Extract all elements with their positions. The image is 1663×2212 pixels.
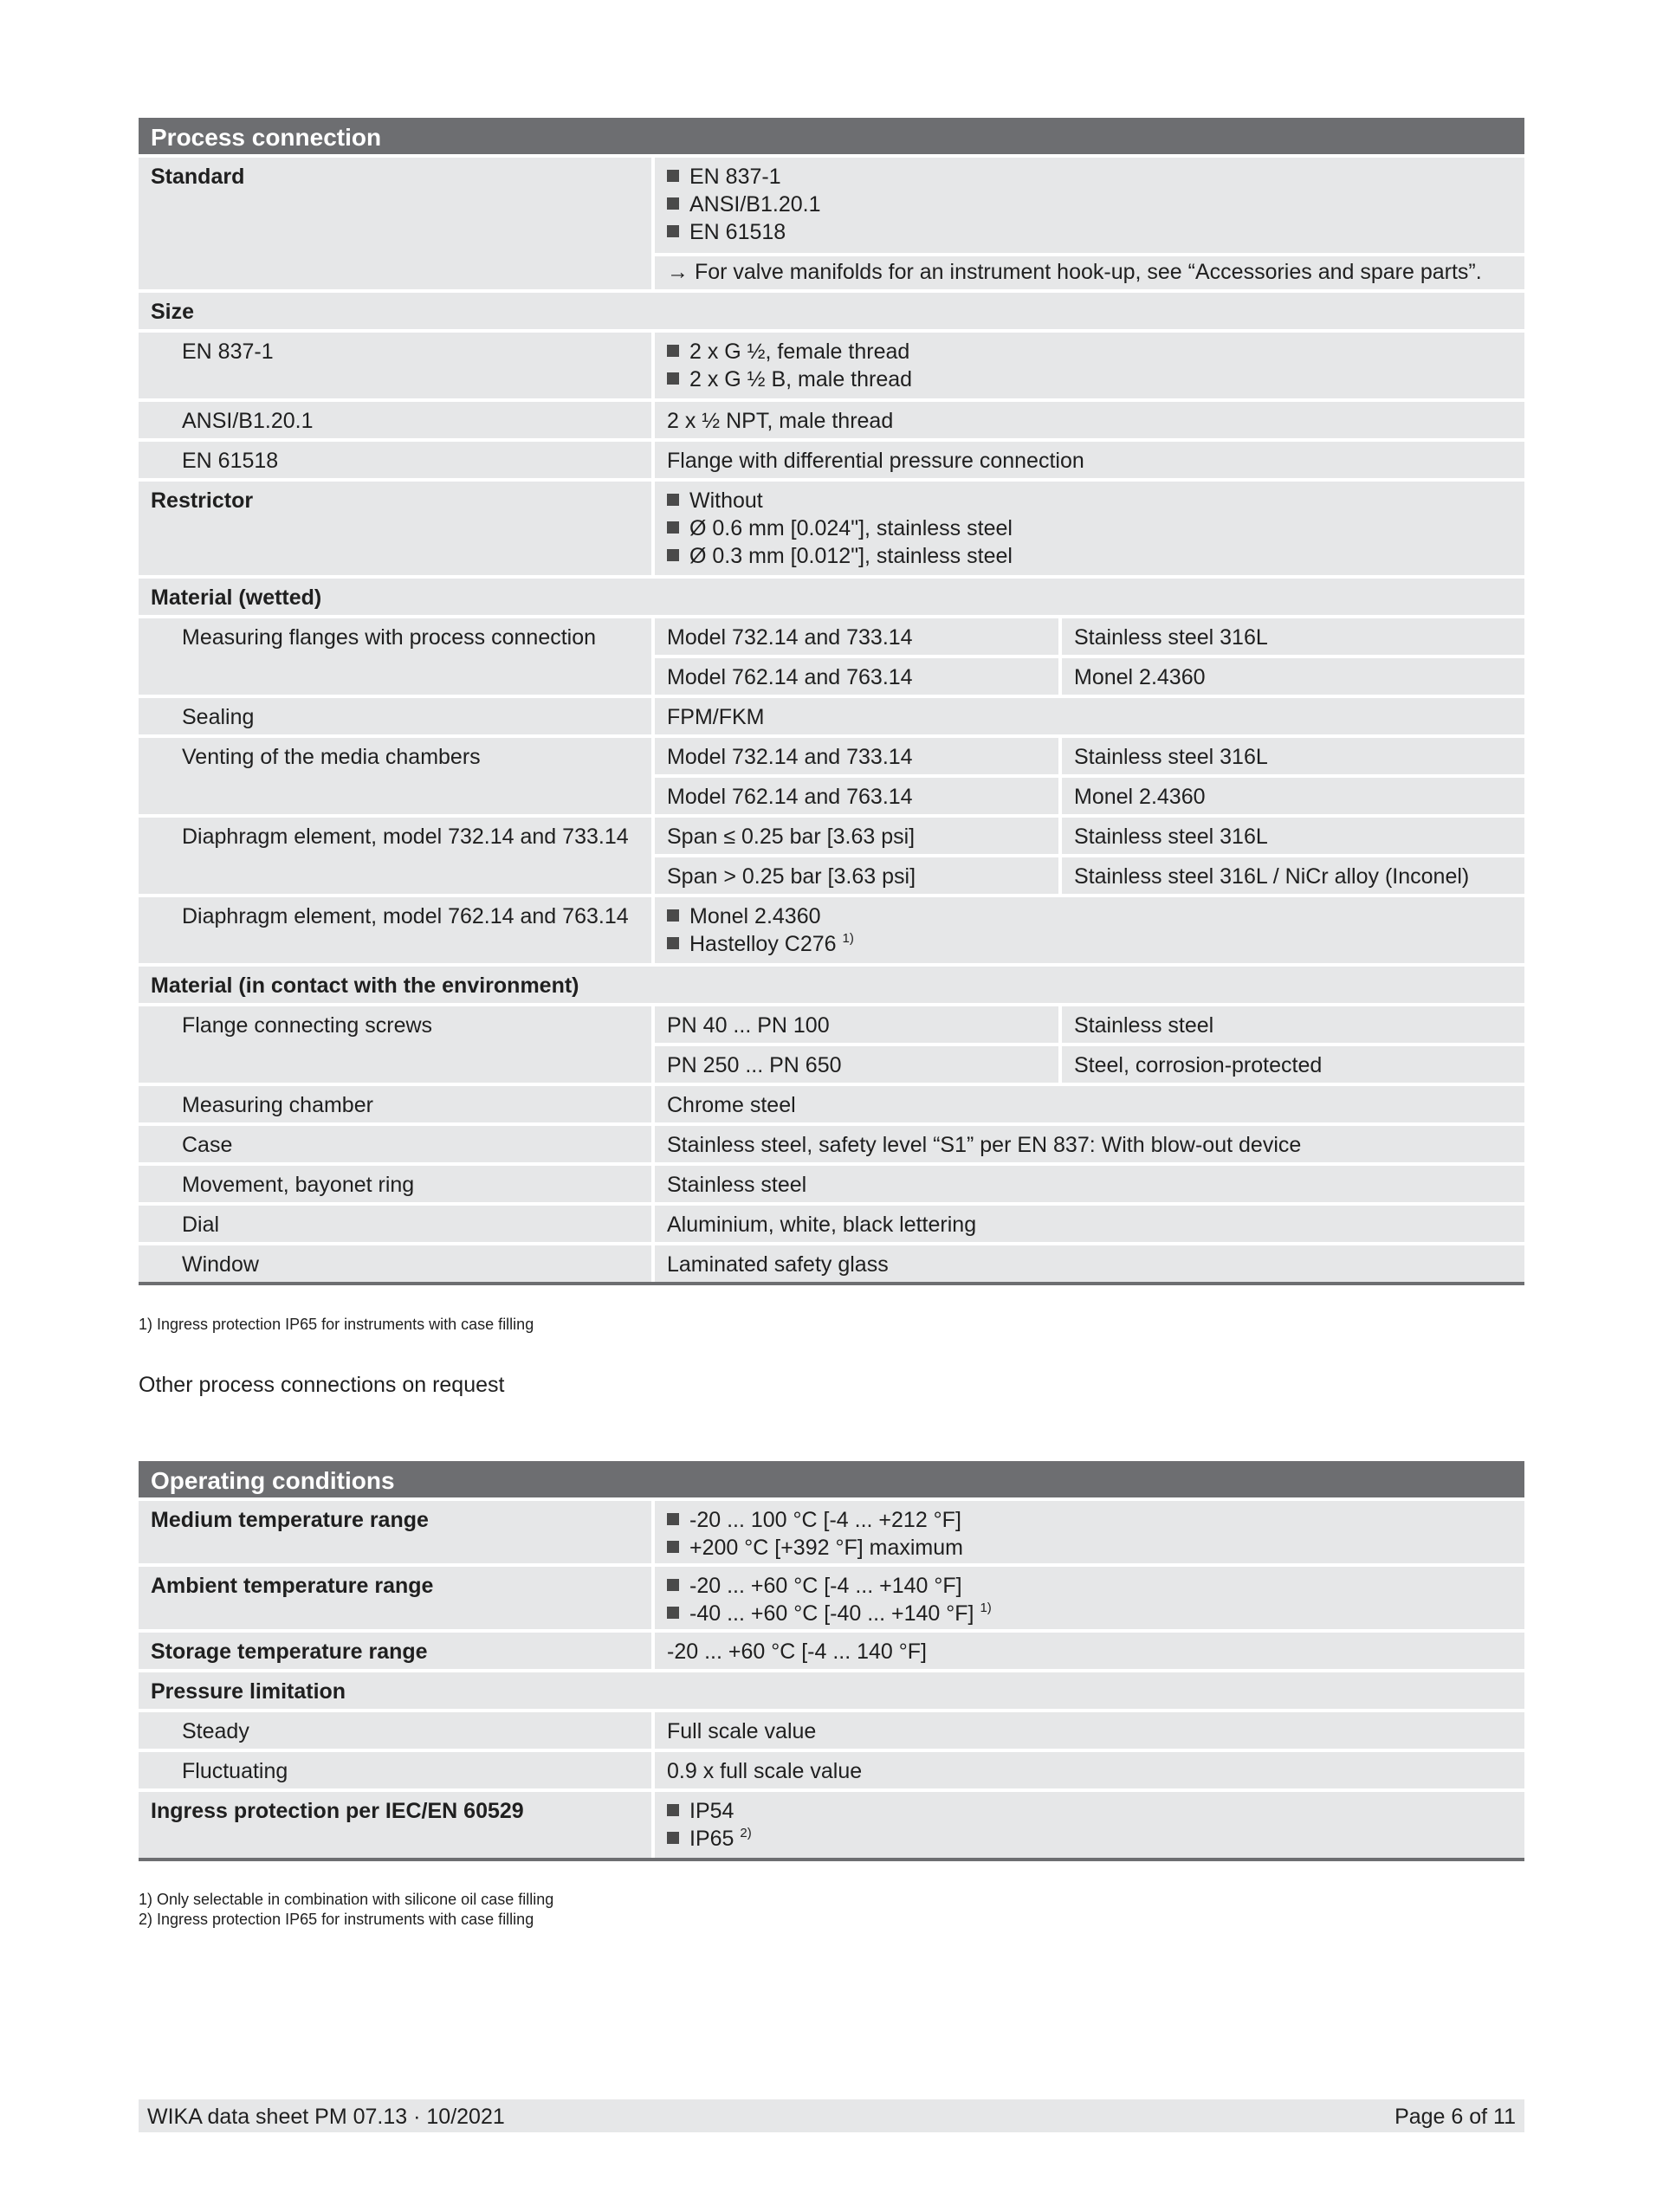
row-value: Stainless steel, safety level “S1” per EN 837: With blow-out device <box>655 1126 1524 1162</box>
list-item: Hastelloy C276 $^{1)}$ <box>667 930 1512 958</box>
material-cell: Stainless steel 316L / NiCr alloy (Inconel) <box>1062 857 1524 894</box>
row-group-label: Material (wetted) <box>139 579 1524 615</box>
page-number: Page 6 of 11 <box>1394 2105 1516 2129</box>
table-row <box>139 1126 1524 1162</box>
bullet-square-icon <box>667 1804 679 1816</box>
row-label: Ambient temperature range <box>139 1567 651 1629</box>
table-row <box>139 1006 1524 1083</box>
table-row <box>139 158 1524 289</box>
table-row <box>139 402 1524 438</box>
list-item: Ø 0.3 mm [0.012"], stainless steel <box>667 542 1512 570</box>
bullet-square-icon <box>667 909 679 922</box>
list-item: +200 °C [+392 °F] maximum <box>667 1534 1512 1562</box>
other-connections-text: Other process connections on request <box>139 1373 505 1397</box>
row-label: Flange connecting screws <box>139 1006 651 1083</box>
list-item: IP65 $^{2)}$ <box>667 1825 1512 1853</box>
model-cell: Model 762.14 and 763.14 <box>655 658 1058 695</box>
table-row <box>139 1567 1524 1629</box>
row-value: Stainless steel <box>655 1166 1524 1202</box>
row-value: Full scale value <box>655 1712 1524 1749</box>
row-label: Measuring flanges with process connection <box>139 618 651 695</box>
row-label: ANSI/B1.20.1 <box>139 402 651 438</box>
bullet-square-icon <box>667 937 679 949</box>
table-row <box>139 579 1524 615</box>
list-item: Without <box>667 487 1512 514</box>
bullet-square-icon <box>667 1607 679 1619</box>
row-label: Venting of the media chambers <box>139 738 651 814</box>
table-row <box>139 1672 1524 1709</box>
table-row <box>139 1792 1524 1858</box>
table-row <box>139 293 1524 329</box>
footnote-ref: 1) <box>842 931 854 946</box>
table-row <box>139 1206 1524 1242</box>
pn-cell: PN 250 ... PN 650 <box>655 1046 1058 1083</box>
bullet-square-icon <box>667 521 679 534</box>
model-cell: Model 732.14 and 733.14 <box>655 738 1058 774</box>
ingress-list <box>655 1792 1524 1858</box>
material-cell: Steel, corrosion-protected <box>1062 1046 1524 1083</box>
footnote: 1) Only selectable in combination with silicone oil case filling <box>139 1891 554 1908</box>
bullet-square-icon <box>667 549 679 561</box>
medium-temp-list <box>655 1501 1524 1563</box>
span-cell: Span > 0.25 bar [3.63 psi] <box>655 857 1058 894</box>
row-label: Standard <box>139 158 651 289</box>
material-cell: Stainless steel 316L <box>1062 738 1524 774</box>
bullet-square-icon <box>667 345 679 357</box>
bullet-square-icon <box>667 1579 679 1591</box>
bullet-square-icon <box>667 197 679 210</box>
size-en837-list <box>655 333 1524 398</box>
row-label: Case <box>139 1126 651 1162</box>
list-item: Monel 2.4360 <box>667 902 1512 930</box>
row-value: 2 x ½ NPT, male thread <box>655 402 1524 438</box>
pn-cell: PN 40 ... PN 100 <box>655 1006 1058 1043</box>
ambient-temp-list <box>655 1567 1524 1629</box>
standard-list <box>655 158 1524 253</box>
row-label: Restrictor <box>139 482 651 575</box>
row-value: 0.9 x full scale value <box>655 1752 1524 1788</box>
row-label: Window <box>139 1245 651 1282</box>
list-item: -40 ... +60 °C [-40 ... +140 °F] $^{1)}$ <box>667 1600 1512 1627</box>
row-label: Diaphragm element, model 762.14 and 763.14 <box>139 897 651 963</box>
table-row <box>139 1633 1524 1669</box>
row-value: Laminated safety glass <box>655 1245 1524 1282</box>
diaphragm-762-list <box>655 897 1524 963</box>
row-label: Sealing <box>139 698 651 734</box>
datasheet-reference: WIKA data sheet PM 07.13 · 10/2021 <box>147 2105 505 2129</box>
table-row <box>139 1245 1524 1282</box>
row-label: Diaphragm element, model 732.14 and 733.14 <box>139 818 651 894</box>
list-item: EN 61518 <box>667 218 1512 246</box>
standard-note: → For valve manifolds for an instrument hook-up, see “Accessories and spare parts”. <box>655 256 1524 289</box>
table-row <box>139 618 1524 695</box>
table-row <box>139 1086 1524 1122</box>
row-group-label: Size <box>139 293 1524 329</box>
bullet-square-icon <box>667 1832 679 1844</box>
material-cell: Stainless steel 316L <box>1062 618 1524 655</box>
table-row <box>139 1712 1524 1749</box>
page-footer <box>139 2099 1524 2132</box>
footnote: 1) Ingress protection IP65 for instruments with case filling <box>139 1316 534 1333</box>
bullet-square-icon <box>667 1541 679 1553</box>
row-label: Measuring chamber <box>139 1086 651 1122</box>
list-item: Ø 0.6 mm [0.024"], stainless steel <box>667 514 1512 542</box>
row-label: Steady <box>139 1712 651 1749</box>
row-value: Chrome steel <box>655 1086 1524 1122</box>
row-label: Ingress protection per IEC/EN 60529 <box>139 1792 651 1858</box>
row-value: -20 ... +60 °C [-4 ... 140 °F] <box>655 1633 1524 1669</box>
table-row <box>139 738 1524 814</box>
table-row <box>139 482 1524 575</box>
row-label: EN 837-1 <box>139 333 651 398</box>
table-row <box>139 818 1524 894</box>
material-cell: Monel 2.4360 <box>1062 778 1524 814</box>
model-cell: Model 732.14 and 733.14 <box>655 618 1058 655</box>
material-cell: Stainless steel 316L <box>1062 818 1524 854</box>
restrictor-list <box>655 482 1524 575</box>
bullet-square-icon <box>667 494 679 506</box>
table-row <box>139 1752 1524 1788</box>
bullet-square-icon <box>667 225 679 237</box>
row-label: Movement, bayonet ring <box>139 1166 651 1202</box>
row-group-label: Pressure limitation <box>139 1672 1524 1709</box>
span-cell: Span ≤ 0.25 bar [3.63 psi] <box>655 818 1058 854</box>
material-cell: Monel 2.4360 <box>1062 658 1524 695</box>
table-row <box>139 1166 1524 1202</box>
table-bottom-rule <box>139 1858 1524 1861</box>
row-label: EN 61518 <box>139 442 651 478</box>
section-title: Operating conditions <box>139 1461 1524 1497</box>
bullet-square-icon <box>667 372 679 385</box>
list-item: -20 ... 100 °C [-4 ... +212 °F] <box>667 1506 1512 1534</box>
table-row <box>139 333 1524 398</box>
list-item: ANSI/B1.20.1 <box>667 191 1512 218</box>
row-label: Fluctuating <box>139 1752 651 1788</box>
list-item: -20 ... +60 °C [-4 ... +140 °F] <box>667 1572 1512 1600</box>
footnote: 2) Ingress protection IP65 for instruments with case filling <box>139 1911 534 1928</box>
table-row <box>139 698 1524 734</box>
row-label: Dial <box>139 1206 651 1242</box>
list-item: 2 x G ½, female thread <box>667 338 1512 365</box>
list-item: 2 x G ½ B, male thread <box>667 365 1512 393</box>
list-item: EN 837-1 <box>667 163 1512 191</box>
row-label: Storage temperature range <box>139 1633 651 1669</box>
model-cell: Model 762.14 and 763.14 <box>655 778 1058 814</box>
table-bottom-rule <box>139 1282 1524 1285</box>
table-row <box>139 442 1524 478</box>
row-value: FPM/FKM <box>655 698 1524 734</box>
footnote-ref: 1) <box>980 1601 992 1615</box>
bullet-square-icon <box>667 1513 679 1525</box>
process-connection-table <box>139 118 1524 1285</box>
row-label: Medium temperature range <box>139 1501 651 1563</box>
table-row <box>139 1501 1524 1563</box>
operating-conditions-table <box>139 1461 1524 1861</box>
section-title: Process connection <box>139 118 1524 154</box>
row-value: Flange with differential pressure connection <box>655 442 1524 478</box>
row-value: Aluminium, white, black lettering <box>655 1206 1524 1242</box>
list-item: IP54 <box>667 1797 1512 1825</box>
table-row <box>139 897 1524 963</box>
material-cell: Stainless steel <box>1062 1006 1524 1043</box>
bullet-square-icon <box>667 170 679 182</box>
row-group-label: Material (in contact with the environment) <box>139 967 1524 1003</box>
footnote-ref: 2) <box>740 1826 752 1840</box>
table-row <box>139 967 1524 1003</box>
